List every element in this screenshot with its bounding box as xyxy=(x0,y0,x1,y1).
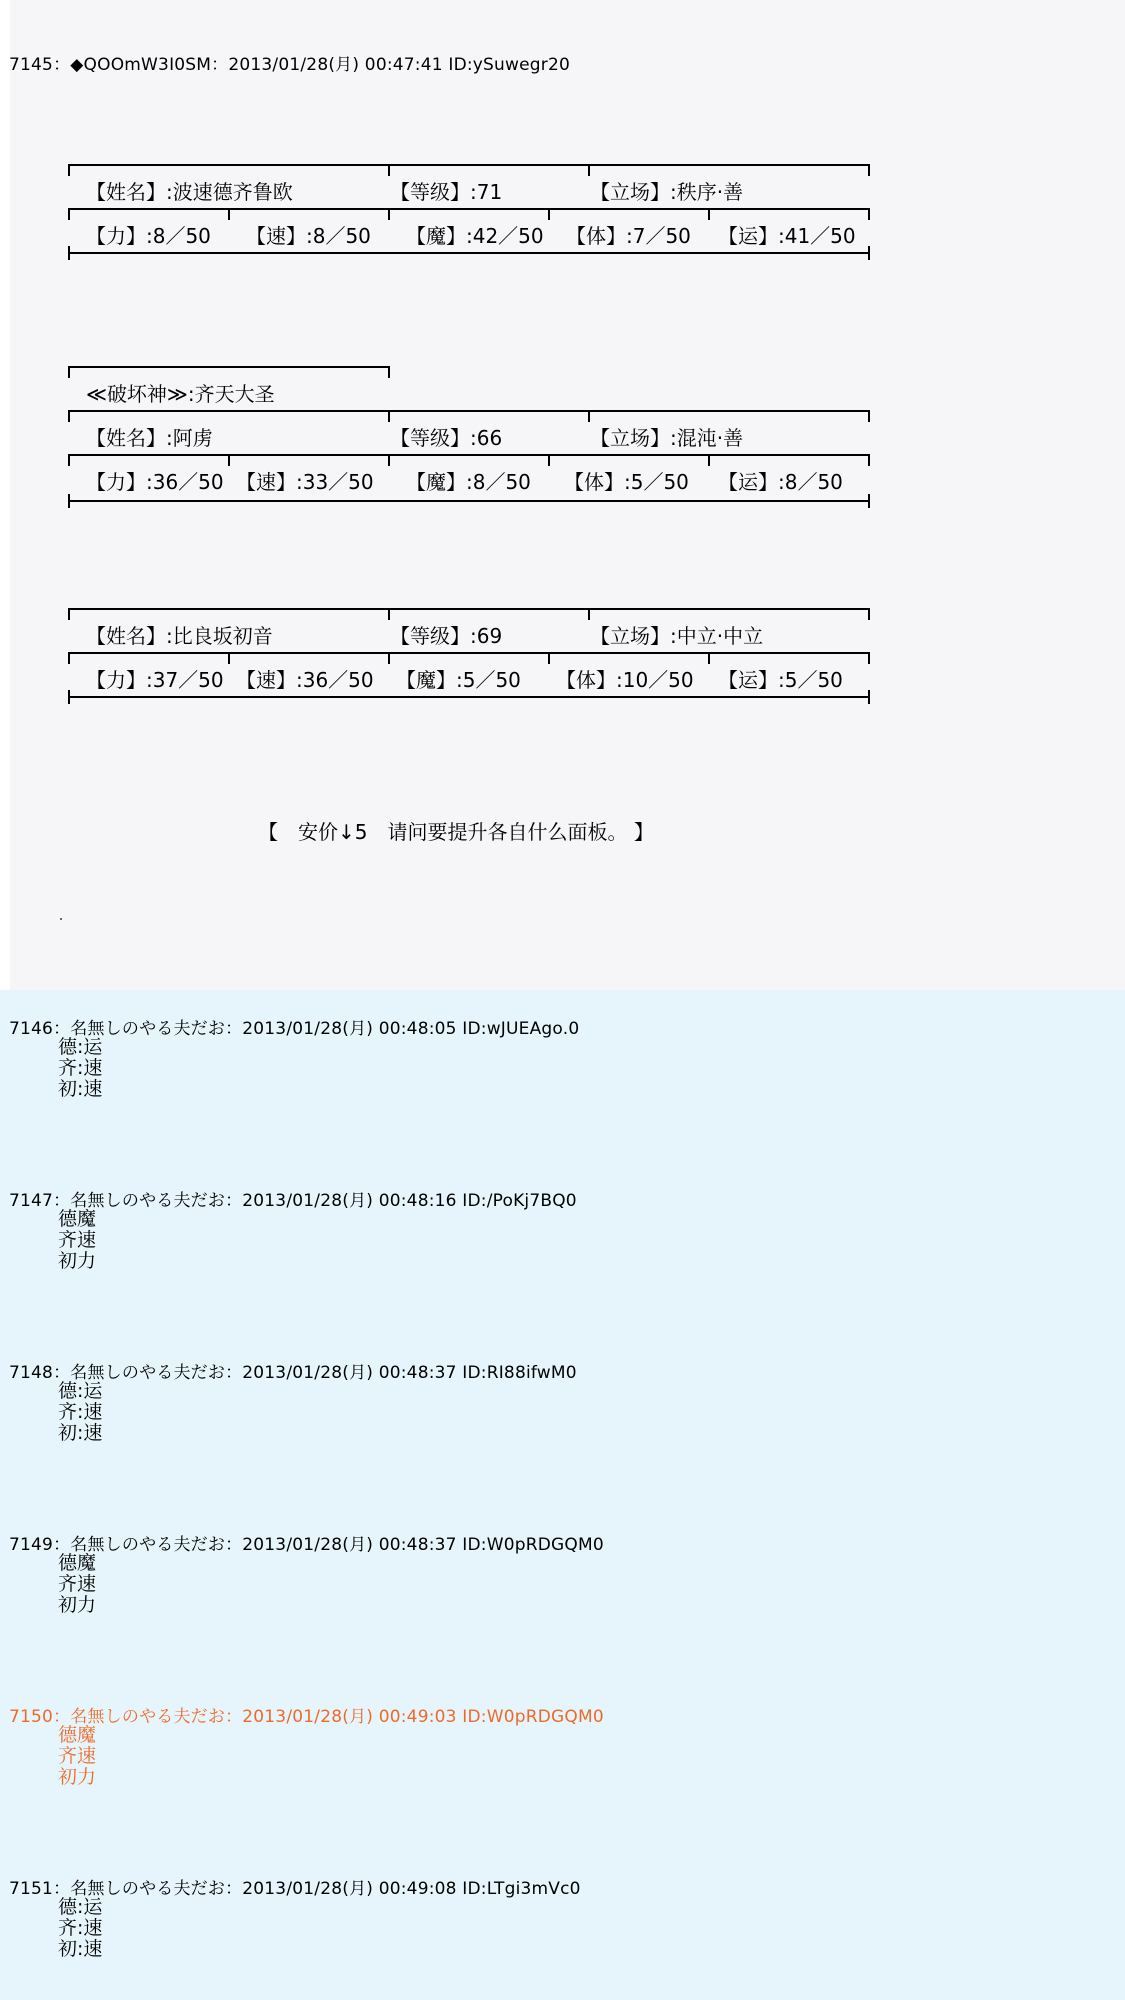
reply-line: 德魔 xyxy=(58,1552,97,1574)
reply-body xyxy=(58,1037,102,1100)
table-border-mid xyxy=(68,454,870,456)
table-cell-spd: 【速】:36／50 xyxy=(236,668,374,692)
table-title: ≪破坏神≫:齐天大圣 xyxy=(86,382,275,406)
table-tick xyxy=(868,690,870,704)
table-tick xyxy=(68,246,70,260)
table-tick xyxy=(68,608,70,620)
table-cell-name: 【姓名】:阿虏 xyxy=(86,426,213,450)
reply-line: 初力 xyxy=(58,1766,97,1788)
table-tick xyxy=(708,652,710,664)
table-tick xyxy=(868,208,870,220)
table-tick xyxy=(548,454,550,466)
table-tick xyxy=(868,608,870,620)
table-tick xyxy=(68,494,70,508)
table-tick xyxy=(68,410,70,422)
reply-header: 7149：名無しのやる夫だお：2013/01/28(月) 00:48:37 ID:W0pRDGQM0 xyxy=(9,1535,604,1555)
table-cell-str: 【力】:36／50 xyxy=(86,470,224,494)
status-table-2 xyxy=(68,366,870,516)
reply-body xyxy=(58,1381,102,1444)
reply-body xyxy=(58,1553,96,1616)
stray-dot xyxy=(60,918,62,920)
table-border-top xyxy=(68,410,870,412)
table-cell-name: 【姓名】:波速德齐鲁欧 xyxy=(86,180,293,204)
table-cell-mag: 【魔】:8／50 xyxy=(406,470,531,494)
reply-header: 7148：名無しのやる夫だお：2013/01/28(月) 00:48:37 ID:RI88ifwM0 xyxy=(9,1363,577,1383)
table-tick xyxy=(868,164,870,176)
reply-header: 7146：名無しのやる夫だお：2013/01/28(月) 00:48:05 ID:wJUEAgo.0 xyxy=(9,1019,580,1039)
reply-line: 初:速 xyxy=(58,1938,103,1960)
reply-line: 齐速 xyxy=(58,1573,97,1595)
table-cell-mag: 【魔】:5／50 xyxy=(396,668,521,692)
reply-line: 德魔 xyxy=(58,1724,97,1746)
table-tick xyxy=(588,410,590,422)
status-table-3 xyxy=(68,608,870,712)
table-border-bottom xyxy=(68,252,870,254)
table-cell-luck: 【运】:8／50 xyxy=(718,470,843,494)
reply-header: 7150：名無しのやる夫だお：2013/01/28(月) 00:49:03 ID:W0pRDGQM0 xyxy=(9,1707,604,1727)
table-cell-vit: 【体】:7／50 xyxy=(566,224,691,248)
reply-header: 7151：名無しのやる夫だお：2013/01/28(月) 00:49:08 ID:LTgi3mVc0 xyxy=(9,1879,581,1899)
status-table-1 xyxy=(68,164,870,268)
table-title-border xyxy=(68,366,390,368)
table-cell-spd: 【速】:33／50 xyxy=(236,470,374,494)
table-tick xyxy=(388,410,390,422)
reply-line: 齐:速 xyxy=(58,1917,103,1939)
table-cell-vit: 【体】:10／50 xyxy=(556,668,694,692)
table-tick xyxy=(68,164,70,176)
reply-body xyxy=(58,1209,96,1272)
table-tick xyxy=(868,494,870,508)
table-cell-level: 【等级】:71 xyxy=(390,180,503,204)
table-border-bottom xyxy=(68,696,870,698)
table-tick xyxy=(388,608,390,620)
table-cell-luck: 【运】:5／50 xyxy=(718,668,843,692)
reply-line: 初力 xyxy=(58,1594,97,1616)
table-tick xyxy=(388,454,390,466)
table-border-top xyxy=(68,608,870,610)
table-cell-str: 【力】:8／50 xyxy=(86,224,211,248)
post-7145 xyxy=(0,0,1125,990)
table-border-mid xyxy=(68,208,870,210)
reply-line: 初:速 xyxy=(58,1078,103,1100)
table-tick xyxy=(868,410,870,422)
table-border-top xyxy=(68,164,870,166)
table-border-bottom xyxy=(68,500,870,502)
reply-line: 初:速 xyxy=(58,1422,103,1444)
table-tick xyxy=(868,454,870,466)
table-cell-mag: 【魔】:42／50 xyxy=(406,224,544,248)
table-tick xyxy=(708,454,710,466)
reply-line: 初力 xyxy=(58,1250,97,1272)
table-tick xyxy=(868,652,870,664)
table-tick xyxy=(68,366,70,378)
reply-line: 德:运 xyxy=(58,1896,103,1918)
table-border-mid xyxy=(68,652,870,654)
table-cell-align: 【立场】:中立·中立 xyxy=(590,624,764,648)
table-tick xyxy=(388,366,390,378)
table-tick xyxy=(868,246,870,260)
reply-line: 齐速 xyxy=(58,1745,97,1767)
reply-line: 德:运 xyxy=(58,1380,103,1402)
reply-line: 齐速 xyxy=(58,1229,97,1251)
table-tick xyxy=(68,208,70,220)
table-cell-vit: 【体】:5／50 xyxy=(564,470,689,494)
table-cell-name: 【姓名】:比良坂初音 xyxy=(86,624,273,648)
table-cell-align: 【立场】:混沌·善 xyxy=(590,426,744,450)
table-tick xyxy=(708,208,710,220)
table-tick xyxy=(388,208,390,220)
reply-header: 7147：名無しのやる夫だお：2013/01/28(月) 00:48:16 ID:/PoKj7BQ0 xyxy=(9,1191,577,1211)
post-header: 7145：◆QOOmW3I0SM：2013/01/28(月) 00:47:41 ID:ySuwegr20 xyxy=(9,55,570,75)
table-cell-spd: 【速】:8／50 xyxy=(246,224,371,248)
reply-line: 齐:速 xyxy=(58,1401,103,1423)
table-tick xyxy=(548,208,550,220)
table-cell-level: 【等级】:69 xyxy=(390,624,503,648)
reply-body xyxy=(58,1725,96,1788)
table-cell-luck: 【运】:41／50 xyxy=(718,224,856,248)
table-tick xyxy=(228,208,230,220)
replies-section xyxy=(0,990,1125,2000)
table-tick xyxy=(388,652,390,664)
table-cell-align: 【立场】:秩序·善 xyxy=(590,180,744,204)
table-tick xyxy=(228,454,230,466)
table-tick xyxy=(68,454,70,466)
table-cell-str: 【力】:37／50 xyxy=(86,668,224,692)
reply-body xyxy=(58,1897,102,1960)
table-tick xyxy=(68,652,70,664)
reply-line: 齐:速 xyxy=(58,1057,103,1079)
table-tick xyxy=(388,164,390,176)
reply-line: 德魔 xyxy=(58,1208,97,1230)
table-tick xyxy=(588,164,590,176)
table-tick xyxy=(68,690,70,704)
table-tick xyxy=(228,652,230,664)
reply-line: 德:运 xyxy=(58,1036,103,1058)
table-cell-level: 【等级】:66 xyxy=(390,426,503,450)
anka-note: 【 安价↓5 请问要提升各自什么面板。 】 xyxy=(258,820,654,844)
table-tick xyxy=(588,608,590,620)
table-tick xyxy=(548,652,550,664)
